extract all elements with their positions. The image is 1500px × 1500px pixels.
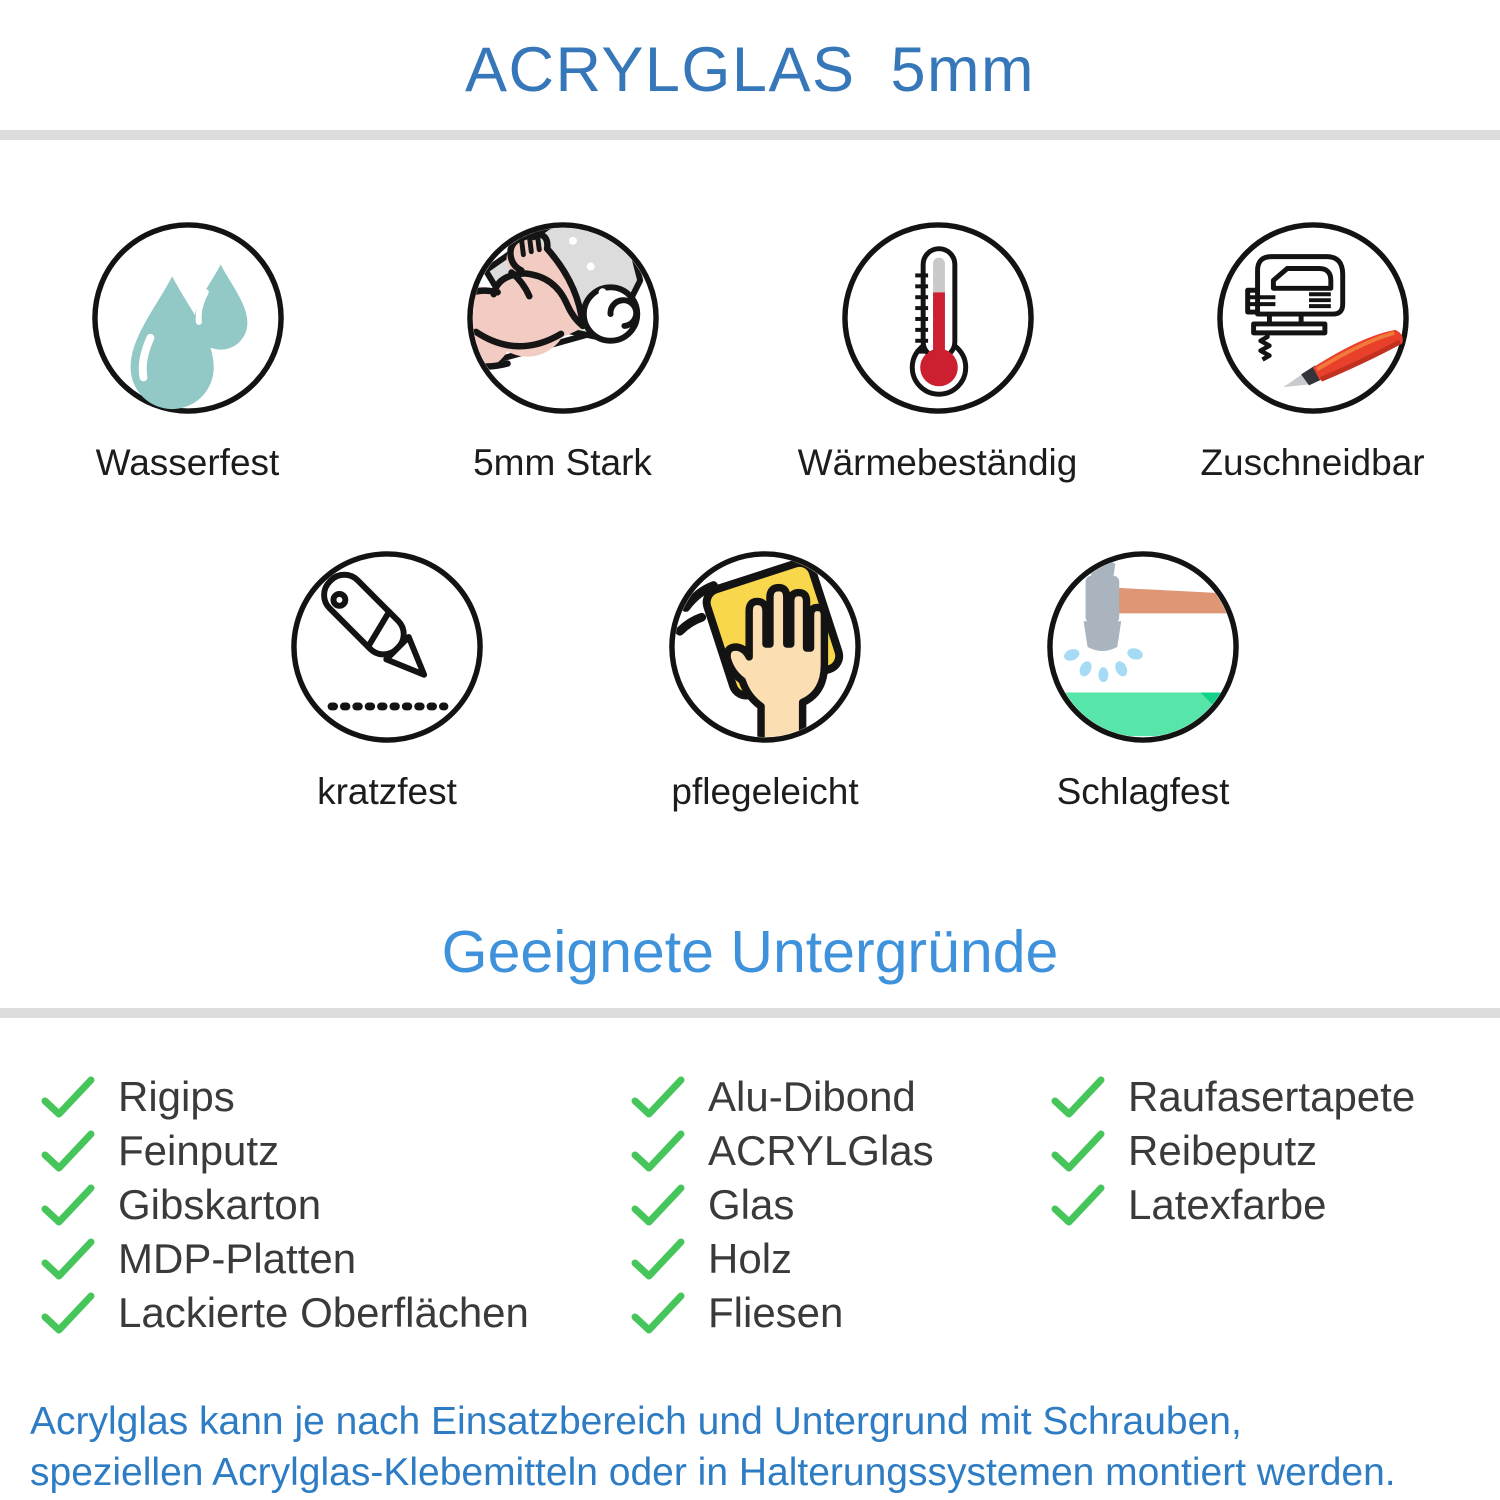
feature-label: Schlagfest xyxy=(1056,771,1230,812)
substrate-label: Glas xyxy=(708,1181,795,1228)
check-icon xyxy=(1050,1129,1106,1173)
feature-label: 5mm Stark xyxy=(473,442,652,483)
substrate-item xyxy=(1050,1070,1415,1124)
check-icon xyxy=(1050,1183,1106,1227)
substrate-item xyxy=(1050,1178,1415,1232)
feature-label: Wärmebeständig xyxy=(797,442,1078,483)
utility-knife-icon xyxy=(288,548,486,746)
feature-waermebestaendig xyxy=(750,219,1125,484)
substrates-column-2 xyxy=(630,1070,934,1340)
features-row-1 xyxy=(0,219,1500,484)
substrate-item xyxy=(40,1286,529,1340)
check-icon xyxy=(40,1129,96,1173)
water-drops-icon xyxy=(89,219,287,417)
substrate-item xyxy=(630,1232,934,1286)
substrate-item xyxy=(630,1178,934,1232)
check-icon xyxy=(630,1075,686,1119)
mounting-note-line1: Acrylglas kann je nach Einsatzbereich und Untergrund mit Schrauben, xyxy=(30,1400,1242,1443)
muscle-arm-icon xyxy=(464,219,662,417)
feature-5mm-stark xyxy=(375,219,750,484)
features-row-2 xyxy=(198,548,1332,813)
substrate-label: MDP-Platten xyxy=(118,1235,357,1282)
mounting-note-line2: speziellen Acrylglas-Klebemitteln oder in Halterungssystemen montiert werden. xyxy=(30,1451,1396,1494)
substrate-label: Gibskarton xyxy=(118,1181,322,1228)
section-heading: Geeignete Untergründe xyxy=(441,919,1059,985)
feature-pflegeleicht xyxy=(576,548,954,813)
divider-top xyxy=(0,130,1500,140)
check-icon xyxy=(1050,1075,1106,1119)
hammer-icon xyxy=(1044,548,1242,746)
check-icon xyxy=(40,1237,96,1281)
check-icon xyxy=(630,1129,686,1173)
thermometer-icon xyxy=(839,219,1037,417)
feature-label: Wasserfest xyxy=(95,442,280,483)
substrate-item xyxy=(40,1178,529,1232)
substrate-item xyxy=(630,1286,934,1340)
mounting-note xyxy=(30,1396,1490,1498)
substrate-label: Holz xyxy=(708,1235,793,1282)
feature-label: kratzfest xyxy=(317,771,457,812)
feature-label: Zuschneidbar xyxy=(1200,442,1425,483)
substrate-item xyxy=(40,1124,529,1178)
page-title: ACRYLGLAS 5mm xyxy=(464,35,1035,105)
feature-wasserfest xyxy=(0,219,375,484)
substrate-label: ACRYLGlas xyxy=(708,1127,934,1174)
substrate-label: Reibeputz xyxy=(1128,1127,1318,1174)
substrates-section xyxy=(0,1070,1500,1350)
substrate-item xyxy=(630,1070,934,1124)
divider-middle xyxy=(0,1008,1500,1018)
feature-zuschneidbar xyxy=(1125,219,1500,484)
check-icon xyxy=(40,1075,96,1119)
substrate-label: Raufasertapete xyxy=(1128,1073,1416,1120)
substrate-label: Feinputz xyxy=(118,1127,280,1174)
substrates-column-3 xyxy=(1050,1070,1415,1232)
feature-kratzfest xyxy=(198,548,576,813)
substrate-label: Rigips xyxy=(118,1073,235,1120)
substrate-item xyxy=(40,1232,529,1286)
cleaning-hand-icon xyxy=(666,548,864,746)
substrate-item xyxy=(40,1070,529,1124)
substrate-label: Latexfarbe xyxy=(1128,1181,1327,1228)
check-icon xyxy=(630,1237,686,1281)
substrate-label: Lackierte Oberflächen xyxy=(118,1289,529,1336)
substrate-item xyxy=(1050,1124,1415,1178)
check-icon xyxy=(630,1183,686,1227)
check-icon xyxy=(40,1291,96,1335)
jigsaw-cutter-icon xyxy=(1214,219,1412,417)
check-icon xyxy=(40,1183,96,1227)
check-icon xyxy=(630,1291,686,1335)
substrates-column-1 xyxy=(40,1070,529,1340)
substrate-label: Fliesen xyxy=(708,1289,844,1336)
substrate-item xyxy=(630,1124,934,1178)
feature-label: pflegeleicht xyxy=(671,771,859,812)
substrate-label: Alu-Dibond xyxy=(708,1073,916,1120)
feature-schlagfest xyxy=(954,548,1332,813)
